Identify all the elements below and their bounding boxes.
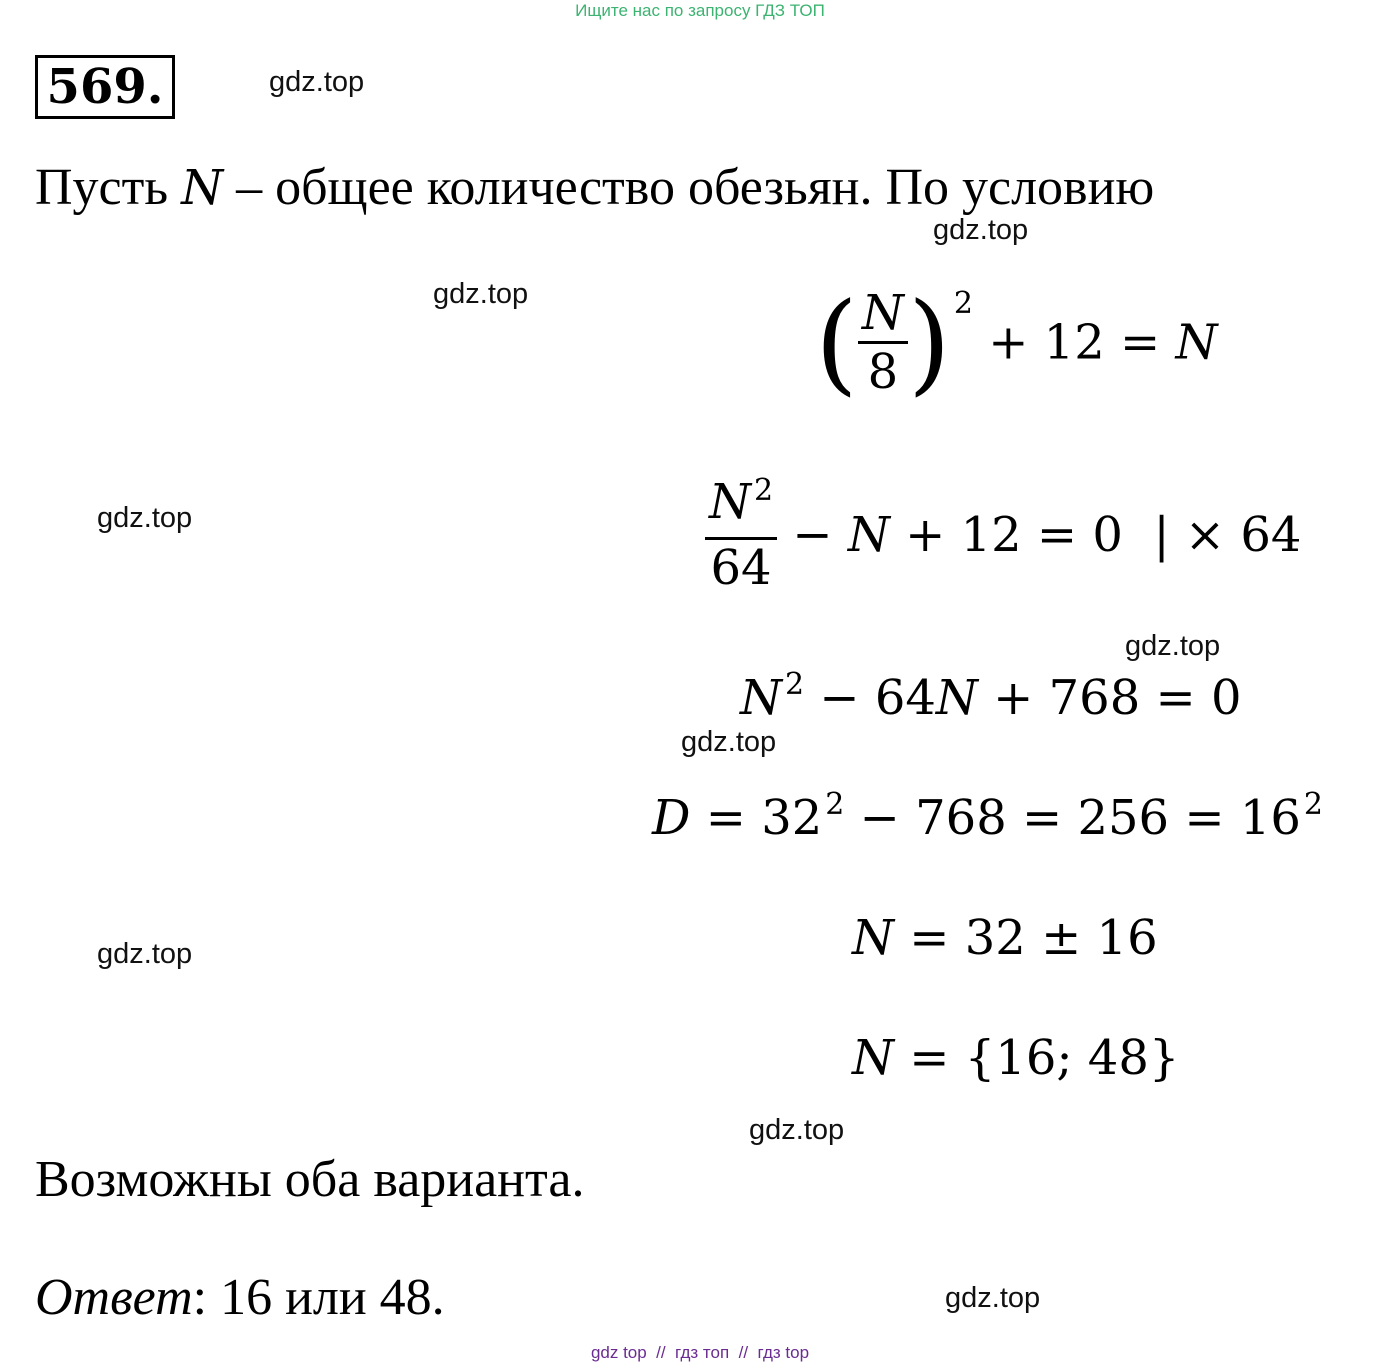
intro-text: [35, 158, 1154, 218]
watermark: gdz.top: [433, 278, 529, 310]
equation-part-a: = 32: [690, 790, 823, 846]
fraction-denominator: 64: [710, 540, 772, 596]
top-banner: Ищите нас по запросу ГДЗ ТОП: [575, 1, 825, 20]
answer-label: Ответ: [35, 1269, 193, 1326]
equation-rest-a: − 64: [804, 670, 936, 726]
answer-line: [35, 1268, 445, 1328]
intro-before: Пусть: [35, 159, 182, 216]
watermark: gdz.top: [269, 66, 365, 98]
footer-links: gdz top // гдз топ // гдз top: [590, 1343, 810, 1362]
watermark: gdz.top: [945, 1282, 1041, 1314]
watermark: gdz.top: [681, 726, 777, 758]
intro-after: – общее количество обезьян. По условию: [223, 159, 1155, 216]
watermark: gdz.top: [97, 502, 193, 534]
fraction-numerator: N: [858, 285, 908, 344]
equation-var: N: [852, 910, 894, 966]
exponent-2: 2: [1303, 787, 1323, 822]
equation-rest: = {16; 48}: [894, 1030, 1180, 1086]
equation-1: [815, 278, 1218, 407]
watermark: gdz.top: [1125, 630, 1221, 662]
fraction-denominator: 8: [867, 344, 899, 400]
equation-rest-b: + 768 = 0: [977, 670, 1242, 726]
fraction-numerator: N $^2$: [705, 474, 777, 540]
exponent-1: 2: [825, 787, 845, 822]
equation-rest: = 32 ± 16: [894, 910, 1158, 966]
equation-var: N: [852, 1030, 894, 1086]
equation-var-2: N: [935, 670, 978, 726]
exponent: 2: [785, 667, 805, 702]
equation-2: [705, 474, 1301, 596]
conclusion-text: Возможны оба варианта.: [35, 1151, 585, 1208]
equation-rest-b: + 12 = 0 | × 64: [889, 507, 1302, 563]
exponent: 2: [953, 286, 973, 321]
equation-5: [852, 910, 1158, 966]
problem-number: 569.: [35, 55, 175, 119]
equation-rhs: N: [1175, 314, 1218, 371]
fraction: [858, 285, 908, 400]
equation-var: N: [740, 670, 782, 726]
equation-rest: + 12 =: [988, 314, 1176, 371]
left-paren: (: [815, 278, 858, 407]
fraction: [705, 474, 777, 596]
equation-part-b: − 768 = 256 = 16: [844, 790, 1301, 846]
intro-var: N: [181, 160, 224, 216]
answer-text: : 16 или 48.: [192, 1269, 445, 1326]
equation-6: [852, 1030, 1179, 1086]
watermark: gdz.top: [749, 1114, 845, 1146]
discriminant-var: D: [652, 790, 691, 846]
equation-var: N: [847, 507, 890, 563]
watermark: gdz.top: [933, 214, 1029, 246]
equation-3: [740, 667, 1242, 733]
right-paren: ): [907, 278, 951, 407]
equation-4: [652, 787, 1323, 853]
equation-rest-a: −: [792, 507, 848, 563]
watermark: gdz.top: [97, 938, 193, 970]
